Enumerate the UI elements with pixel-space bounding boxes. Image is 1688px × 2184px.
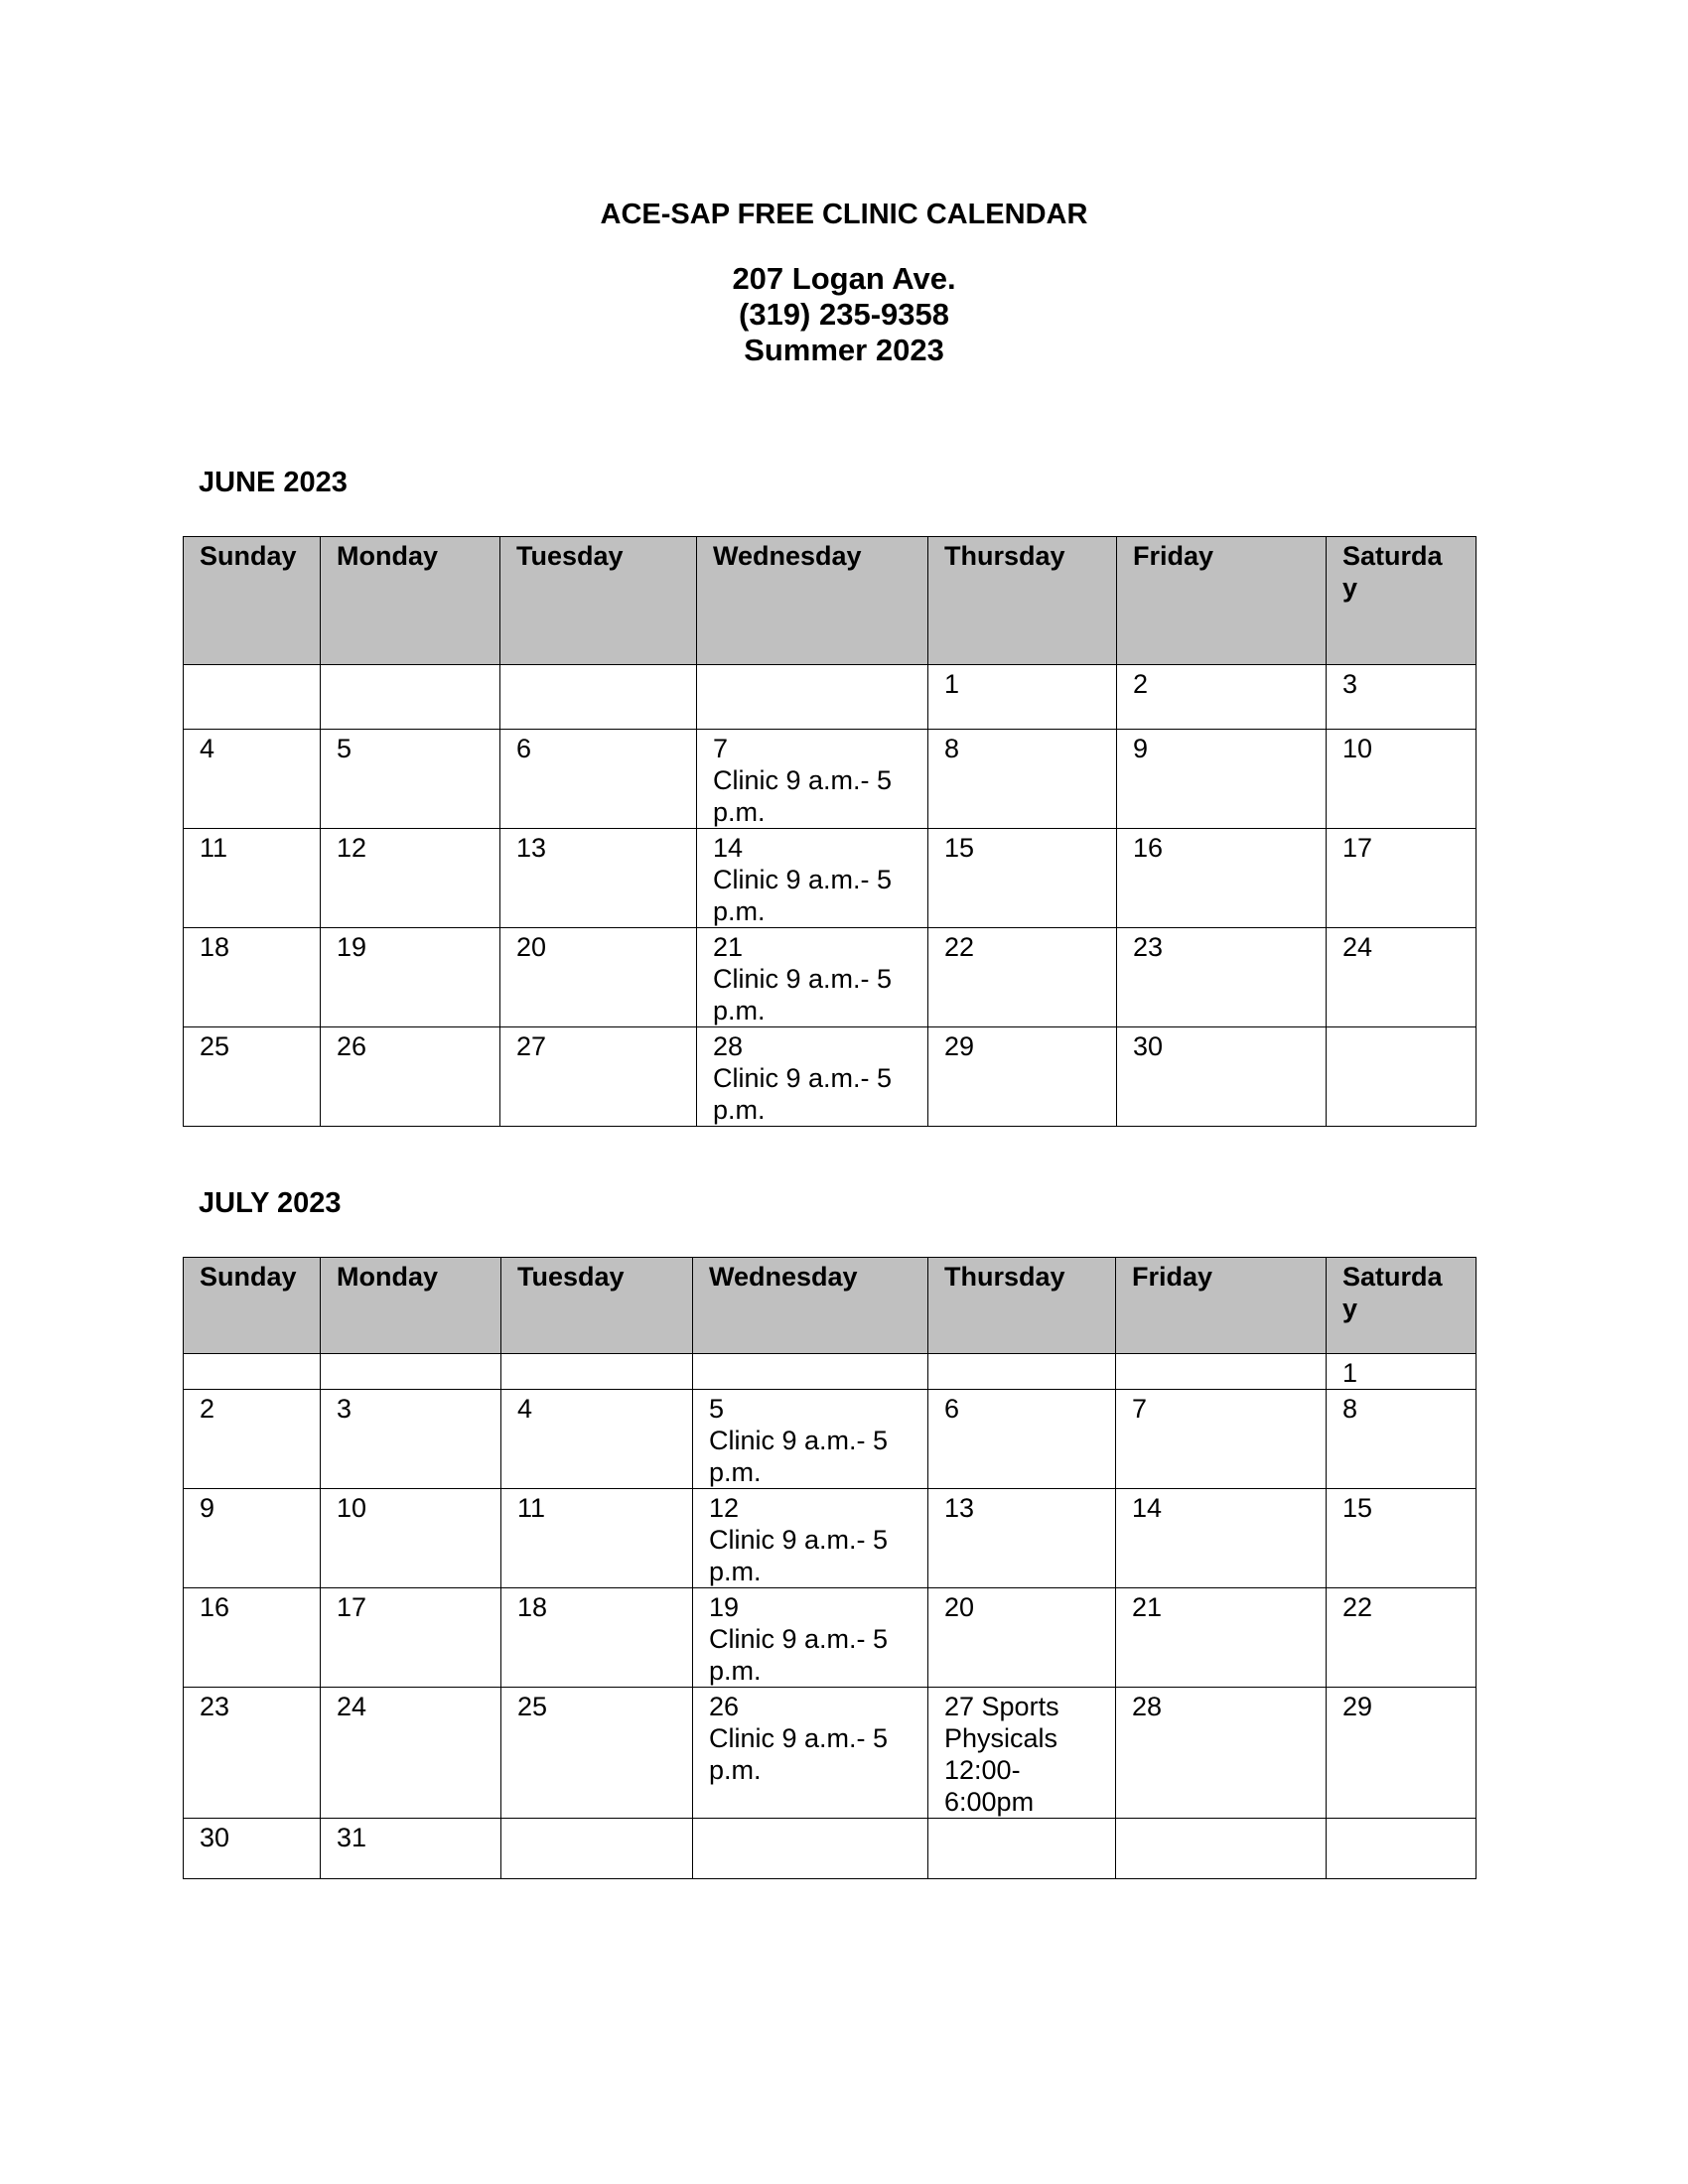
calendar-day-cell [928,1489,1116,1588]
calendar-week-row [184,1819,1477,1879]
day-number: 14 [713,833,744,863]
day-number: 11 [200,833,228,863]
calendar-day-cell [500,1027,697,1127]
calendar-week-row [184,1027,1477,1127]
weekday-header [321,537,500,665]
day-number: 12 [709,1493,740,1523]
day-number: 2 [1133,669,1149,699]
calendar-day-cell [321,1027,500,1127]
weekday-label: Friday [1133,541,1214,571]
day-number: 22 [1342,1592,1373,1622]
calendar-day-cell [1327,1390,1477,1489]
calendar-day-cell [184,1688,321,1819]
calendar-day-cell [500,665,697,730]
day-number: 29 [944,1031,975,1061]
clinic-info [0,261,1688,368]
calendar-week-row [184,730,1477,829]
day-number: 7 [713,734,729,763]
calendar-day-cell [693,1390,928,1489]
clinic-event: Clinic 9 a.m.- 5 p.m. [709,1426,889,1487]
weekday-label: Monday [337,541,439,571]
calendar-day-cell [500,928,697,1027]
calendar-day-cell [697,928,928,1027]
weekday-header [693,1258,928,1354]
july-month-title: JULY 2023 [199,1187,342,1219]
calendar-day-cell [501,1390,693,1489]
calendar-day-cell [321,1588,501,1688]
calendar-day-cell [1116,1390,1327,1489]
calendar-day-cell [321,1489,501,1588]
day-number: 13 [516,833,547,863]
calendar-day-cell [321,730,500,829]
weekday-header [500,537,697,665]
day-number: 10 [1342,734,1373,763]
calendar-day-cell [693,1354,928,1390]
calendar-day-cell [1116,1688,1327,1819]
day-number: 20 [516,932,547,962]
weekday-header [1117,537,1327,665]
calendar-day-cell [928,730,1117,829]
calendar-day-cell [501,1588,693,1688]
calendar-day-cell [1327,1588,1477,1688]
day-number: 23 [200,1692,230,1721]
day-number: 20 [944,1592,975,1622]
weekday-label: Sunday [200,541,297,571]
day-number: 18 [200,932,230,962]
weekday-label: Wednesday [713,541,862,571]
day-number: 26 [337,1031,367,1061]
day-number: 4 [200,734,215,763]
calendar-day-cell [1117,928,1327,1027]
calendar-day-cell [1327,928,1477,1027]
calendar-day-cell [184,829,321,928]
calendar-day-cell [693,1688,928,1819]
weekday-label: Tuesday [517,1262,625,1292]
weekday-header [928,537,1117,665]
calendar-day-cell [321,1688,501,1819]
weekday-header [184,1258,321,1354]
clinic-event: Clinic 9 a.m.- 5 p.m. [709,1624,889,1686]
calendar-day-cell [928,829,1117,928]
calendar-day-cell [928,1027,1117,1127]
clinic-event: Clinic 9 a.m.- 5 p.m. [713,1063,893,1125]
calendar-day-cell [1327,730,1477,829]
calendar-day-cell [184,1354,321,1390]
june-calendar-table [183,536,1477,1127]
calendar-week-row [184,1489,1477,1588]
calendar-day-cell [1327,829,1477,928]
day-number: 14 [1132,1493,1163,1523]
day-number: 9 [200,1493,215,1523]
day-number: 5 [337,734,352,763]
weekday-header [1327,537,1477,665]
day-number: 12 [337,833,367,863]
calendar-day-cell [697,1027,928,1127]
day-number: 27 [516,1031,547,1061]
weekday-header [1327,1258,1477,1354]
calendar-day-cell [184,665,321,730]
calendar-day-cell [697,829,928,928]
calendar-day-cell [697,730,928,829]
day-number: 23 [1133,932,1164,962]
calendar-day-cell [693,1588,928,1688]
day-number: 1 [944,669,960,699]
calendar-week-row [184,928,1477,1027]
calendar-day-cell [1327,1354,1477,1390]
weekday-header [697,537,928,665]
weekday-label: Friday [1132,1262,1213,1292]
calendar-day-cell [184,1390,321,1489]
day-number: 8 [1342,1394,1358,1424]
weekday-header-row [184,1258,1477,1354]
day-number: 30 [1133,1031,1164,1061]
july-calendar-table [183,1257,1477,1879]
day-number: 24 [1342,932,1373,962]
calendar-day-cell [184,1588,321,1688]
day-number: 25 [200,1031,230,1061]
weekday-label: Thursday [944,541,1065,571]
calendar-week-row [184,1354,1477,1390]
calendar-day-cell [693,1819,928,1879]
weekday-header [184,537,321,665]
calendar-day-cell [1327,1027,1477,1127]
day-number: 13 [944,1493,975,1523]
day-number: 21 [1132,1592,1163,1622]
day-number: 26 [709,1692,740,1721]
calendar-day-cell [1327,665,1477,730]
day-number: 8 [944,734,960,763]
day-number: 30 [200,1823,230,1852]
calendar-week-row [184,829,1477,928]
calendar-day-cell [501,1354,693,1390]
day-number: 17 [337,1592,367,1622]
clinic-address: 207 Logan Ave. [732,261,956,296]
calendar-day-cell [1116,1354,1327,1390]
weekday-label: Wednesday [709,1262,858,1292]
day-number: 3 [1342,669,1358,699]
day-number: 18 [517,1592,548,1622]
calendar-day-cell [184,1489,321,1588]
calendar-day-cell [928,665,1117,730]
day-number: 28 [1132,1692,1163,1721]
clinic-phone: (319) 235-9358 [739,297,949,332]
calendar-day-cell [1117,829,1327,928]
day-number: 16 [1133,833,1164,863]
calendar-day-cell [928,1390,1116,1489]
weekday-label: Thursday [944,1262,1065,1292]
weekday-header [321,1258,501,1354]
calendar-day-cell [321,1354,501,1390]
day-number: 21 [713,932,744,962]
calendar-day-cell [321,1819,501,1879]
day-number: 2 [200,1394,215,1424]
day-number: 3 [337,1394,352,1424]
calendar-day-cell [321,928,500,1027]
calendar-day-cell [500,829,697,928]
weekday-label: Monday [337,1262,439,1292]
june-month-title: JUNE 2023 [199,467,348,498]
calendar-day-cell [1327,1819,1477,1879]
weekday-header [928,1258,1116,1354]
calendar-week-row [184,1688,1477,1819]
calendar-day-cell [928,1354,1116,1390]
day-number: 29 [1342,1692,1373,1721]
day-number: 4 [517,1394,533,1424]
calendar-week-row [184,1390,1477,1489]
day-number: 11 [517,1493,546,1523]
day-number: 27 Sports Physicals 12:00- 6:00pm [944,1692,1059,1817]
calendar-title: ACE-SAP FREE CLINIC CALENDAR [600,199,1088,230]
day-number: 24 [337,1692,367,1721]
day-number: 6 [516,734,532,763]
calendar-week-row [184,1588,1477,1688]
calendar-day-cell [1117,665,1327,730]
calendar-day-cell [501,1819,693,1879]
calendar-day-cell [184,928,321,1027]
calendar-day-cell [184,730,321,829]
day-number: 22 [944,932,975,962]
clinic-event: Clinic 9 a.m.- 5 p.m. [713,964,893,1025]
weekday-header-row [184,537,1477,665]
calendar-day-cell [321,665,500,730]
day-number: 28 [713,1031,744,1061]
weekday-label: Saturda y [1342,541,1443,603]
day-number: 7 [1132,1394,1148,1424]
day-number: 10 [337,1493,367,1523]
calendar-day-cell [1116,1489,1327,1588]
day-number: 1 [1342,1358,1358,1388]
calendar-day-cell [1327,1489,1477,1588]
calendar-day-cell [500,730,697,829]
calendar-day-cell [1117,730,1327,829]
weekday-label: Tuesday [516,541,624,571]
calendar-day-cell [928,1688,1116,1819]
weekday-label: Sunday [200,1262,297,1292]
clinic-event: Clinic 9 a.m.- 5 p.m. [709,1723,889,1785]
day-number: 9 [1133,734,1149,763]
day-number: 6 [944,1394,960,1424]
day-number: 19 [337,932,367,962]
day-number: 5 [709,1394,725,1424]
day-number: 25 [517,1692,548,1721]
clinic-event: Clinic 9 a.m.- 5 p.m. [713,765,893,827]
calendar-day-cell [693,1489,928,1588]
calendar-day-cell [184,1027,321,1127]
calendar-day-cell [1116,1819,1327,1879]
day-number: 19 [709,1592,740,1622]
calendar-season: Summer 2023 [744,333,944,367]
calendar-week-row [184,665,1477,730]
clinic-event: Clinic 9 a.m.- 5 p.m. [709,1525,889,1586]
clinic-event: Clinic 9 a.m.- 5 p.m. [713,865,893,926]
calendar-day-cell [501,1489,693,1588]
day-number: 31 [337,1823,367,1852]
calendar-day-cell [928,1588,1116,1688]
day-number: 16 [200,1592,230,1622]
calendar-day-cell [697,665,928,730]
weekday-header [1116,1258,1327,1354]
calendar-day-cell [184,1819,321,1879]
calendar-day-cell [321,829,500,928]
calendar-day-cell [928,1819,1116,1879]
weekday-label: Saturda y [1342,1262,1443,1323]
calendar-day-cell [1116,1588,1327,1688]
calendar-day-cell [501,1688,693,1819]
day-number: 15 [944,833,975,863]
day-number: 17 [1342,833,1373,863]
calendar-day-cell [1117,1027,1327,1127]
calendar-day-cell [928,928,1117,1027]
day-number: 15 [1342,1493,1373,1523]
calendar-day-cell [1327,1688,1477,1819]
weekday-header [501,1258,693,1354]
calendar-day-cell [321,1390,501,1489]
